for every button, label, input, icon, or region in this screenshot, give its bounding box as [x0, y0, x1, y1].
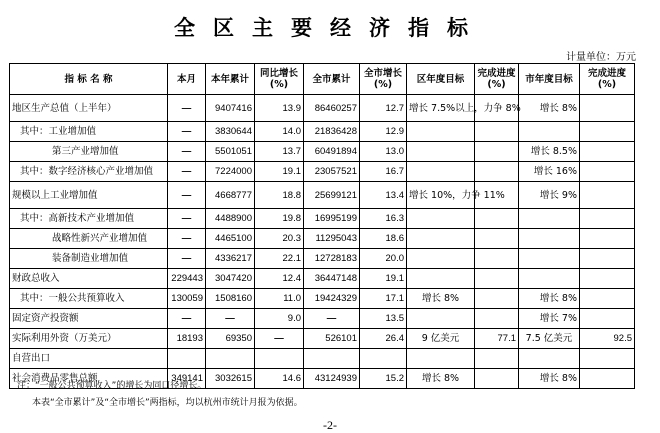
value-cell: —	[255, 329, 304, 349]
value-cell: 23057521	[304, 162, 360, 182]
value-cell: 13.0	[360, 142, 407, 162]
target-cell: 增长 9%	[519, 182, 580, 209]
indicator-name: 其中：一般公共预算收入	[10, 289, 168, 309]
value-cell	[475, 229, 519, 249]
value-cell: 3830644	[206, 122, 255, 142]
target-cell: 增长 8.5%	[519, 142, 580, 162]
target-cell	[407, 122, 475, 142]
value-cell: 349141	[168, 369, 206, 389]
header-cell: 同比增长(%)	[255, 64, 304, 95]
value-cell	[475, 209, 519, 229]
value-cell: 60491894	[304, 142, 360, 162]
table-row	[10, 95, 635, 122]
target-cell	[519, 269, 580, 289]
value-cell	[475, 309, 519, 329]
target-cell: 9 亿美元	[407, 329, 475, 349]
target-cell	[519, 249, 580, 269]
header-cell: 全市累计	[304, 64, 360, 95]
value-cell: 12728183	[304, 249, 360, 269]
header-cell: 市年度目标	[519, 64, 580, 95]
indicator-name: 规模以上工业增加值	[10, 182, 168, 209]
value-cell: 11295043	[304, 229, 360, 249]
target-cell	[407, 349, 475, 369]
target-cell: 增长 10%，力争 11%	[407, 182, 475, 209]
target-cell: 7.5 亿美元	[519, 329, 580, 349]
value-cell: 12.7	[360, 95, 407, 122]
value-cell: 1508160	[206, 289, 255, 309]
value-cell: 22.1	[255, 249, 304, 269]
target-cell: 增长 7%	[519, 309, 580, 329]
value-cell: 16.3	[360, 209, 407, 229]
value-cell: —	[168, 209, 206, 229]
value-cell	[475, 269, 519, 289]
header-cell: 区年度目标	[407, 64, 475, 95]
value-cell	[580, 182, 635, 209]
target-cell	[519, 209, 580, 229]
value-cell	[580, 369, 635, 389]
indicator-name: 社会消费品零售总额	[10, 369, 168, 389]
target-cell	[407, 269, 475, 289]
value-cell: —	[168, 249, 206, 269]
target-cell	[407, 142, 475, 162]
value-cell: 18.6	[360, 229, 407, 249]
value-cell	[475, 369, 519, 389]
value-cell: 14.6	[255, 369, 304, 389]
value-cell	[475, 122, 519, 142]
value-cell: 13.7	[255, 142, 304, 162]
header-cell: 本月	[168, 64, 206, 95]
target-cell: 增长 8%	[519, 369, 580, 389]
value-cell: 20.0	[360, 249, 407, 269]
value-cell: 229443	[168, 269, 206, 289]
value-cell: 18193	[168, 329, 206, 349]
table-row	[10, 349, 635, 369]
value-cell: —	[168, 229, 206, 249]
value-cell: 13.9	[255, 95, 304, 122]
target-cell: 增长 8%	[519, 289, 580, 309]
page-number: -2-	[323, 418, 337, 432]
value-cell: 9407416	[206, 95, 255, 122]
unit-label: 计量单位：万元	[566, 52, 636, 63]
table-row	[10, 229, 635, 249]
value-cell: 4336217	[206, 249, 255, 269]
table-row	[10, 269, 635, 289]
value-cell	[580, 309, 635, 329]
value-cell	[475, 162, 519, 182]
value-cell	[580, 249, 635, 269]
table-row	[10, 162, 635, 182]
value-cell	[475, 142, 519, 162]
target-cell	[407, 309, 475, 329]
value-cell: 3032615	[206, 369, 255, 389]
indicator-name: 实际利用外资（万美元）	[10, 329, 168, 349]
value-cell	[580, 349, 635, 369]
indicator-name: 装备制造业增加值	[10, 249, 168, 269]
value-cell	[580, 122, 635, 142]
value-cell: 5501051	[206, 142, 255, 162]
indicators-table	[9, 63, 635, 389]
value-cell	[580, 229, 635, 249]
value-cell: 13.4	[360, 182, 407, 209]
value-cell: 26.4	[360, 329, 407, 349]
value-cell: —	[168, 162, 206, 182]
value-cell: 4465100	[206, 229, 255, 249]
value-cell: 11.0	[255, 289, 304, 309]
value-cell: 92.5	[580, 329, 635, 349]
table-row	[10, 209, 635, 229]
value-cell: 7224000	[206, 162, 255, 182]
value-cell: 19.8	[255, 209, 304, 229]
value-cell: 12.4	[255, 269, 304, 289]
value-cell	[580, 162, 635, 182]
indicator-name: 其中：工业增加值	[10, 122, 168, 142]
target-cell	[407, 229, 475, 249]
value-cell: —	[304, 309, 360, 329]
value-cell: 21836428	[304, 122, 360, 142]
value-cell: 16995199	[304, 209, 360, 229]
value-cell	[475, 349, 519, 369]
page-title: 全区主要经济指标	[174, 16, 486, 40]
indicator-name: 第三产业增加值	[10, 142, 168, 162]
value-cell: 19424329	[304, 289, 360, 309]
table-row	[10, 182, 635, 209]
target-cell: 增长 16%	[519, 162, 580, 182]
value-cell	[360, 349, 407, 369]
value-cell: —	[168, 95, 206, 122]
target-cell	[407, 209, 475, 229]
value-cell: 3047420	[206, 269, 255, 289]
value-cell	[580, 269, 635, 289]
value-cell: 12.9	[360, 122, 407, 142]
value-cell	[475, 249, 519, 269]
header-cell: 指 标 名 称	[10, 64, 168, 95]
value-cell: 17.1	[360, 289, 407, 309]
value-cell: —	[168, 182, 206, 209]
indicator-name: 财政总收入	[10, 269, 168, 289]
value-cell: 15.2	[360, 369, 407, 389]
target-cell: 增长 8%	[519, 95, 580, 122]
value-cell	[580, 142, 635, 162]
table-row	[10, 289, 635, 309]
table-header-row	[10, 64, 635, 95]
table-row	[10, 309, 635, 329]
table-row	[10, 249, 635, 269]
value-cell: —	[168, 142, 206, 162]
value-cell: 130059	[168, 289, 206, 309]
value-cell	[580, 209, 635, 229]
target-cell	[407, 249, 475, 269]
target-cell: 增长 8%	[407, 369, 475, 389]
value-cell: 4488900	[206, 209, 255, 229]
header-cell: 完成进度(%)	[475, 64, 519, 95]
value-cell: 14.0	[255, 122, 304, 142]
value-cell: 16.7	[360, 162, 407, 182]
value-cell	[580, 95, 635, 122]
target-cell	[519, 349, 580, 369]
value-cell: —	[168, 122, 206, 142]
value-cell: 4668777	[206, 182, 255, 209]
value-cell: 25699121	[304, 182, 360, 209]
indicator-name: 固定资产投资额	[10, 309, 168, 329]
indicator-name: 地区生产总值（上半年）	[10, 95, 168, 122]
value-cell	[580, 289, 635, 309]
value-cell: 19.1	[360, 269, 407, 289]
table-row	[10, 122, 635, 142]
value-cell: —	[206, 309, 255, 329]
footnote: 注：“一般公共预算收入”的增长为同口径增长。	[17, 381, 207, 391]
header-cell: 本年累计	[206, 64, 255, 95]
target-cell: 增长 8%	[407, 289, 475, 309]
table-row	[10, 142, 635, 162]
value-cell	[255, 349, 304, 369]
value-cell: 36447148	[304, 269, 360, 289]
value-cell: 69350	[206, 329, 255, 349]
footnote: 本表“全市累计”及“全市增长”两指标，均以杭州市统计月报为依据。	[32, 398, 303, 408]
table-row	[10, 329, 635, 349]
target-cell	[407, 162, 475, 182]
value-cell	[475, 289, 519, 309]
value-cell: 18.8	[255, 182, 304, 209]
value-cell	[168, 349, 206, 369]
value-cell: 43124939	[304, 369, 360, 389]
value-cell: 19.1	[255, 162, 304, 182]
target-cell: 增长 7.5%以上，力争 8%	[407, 95, 475, 122]
value-cell	[304, 349, 360, 369]
header-cell: 全市增长(%)	[360, 64, 407, 95]
value-cell: 20.3	[255, 229, 304, 249]
indicator-name: 自营出口	[10, 349, 168, 369]
indicator-name: 其中：高新技术产业增加值	[10, 209, 168, 229]
value-cell: 77.1	[475, 329, 519, 349]
value-cell: —	[168, 309, 206, 329]
target-cell	[519, 229, 580, 249]
value-cell: 526101	[304, 329, 360, 349]
value-cell: 9.0	[255, 309, 304, 329]
indicator-name: 战略性新兴产业增加值	[10, 229, 168, 249]
value-cell: 86460257	[304, 95, 360, 122]
header-cell: 完成进度(%)	[580, 64, 635, 95]
value-cell	[206, 349, 255, 369]
table-body	[10, 95, 635, 389]
indicator-name: 其中：数字经济核心产业增加值	[10, 162, 168, 182]
value-cell: 13.5	[360, 309, 407, 329]
target-cell	[519, 122, 580, 142]
